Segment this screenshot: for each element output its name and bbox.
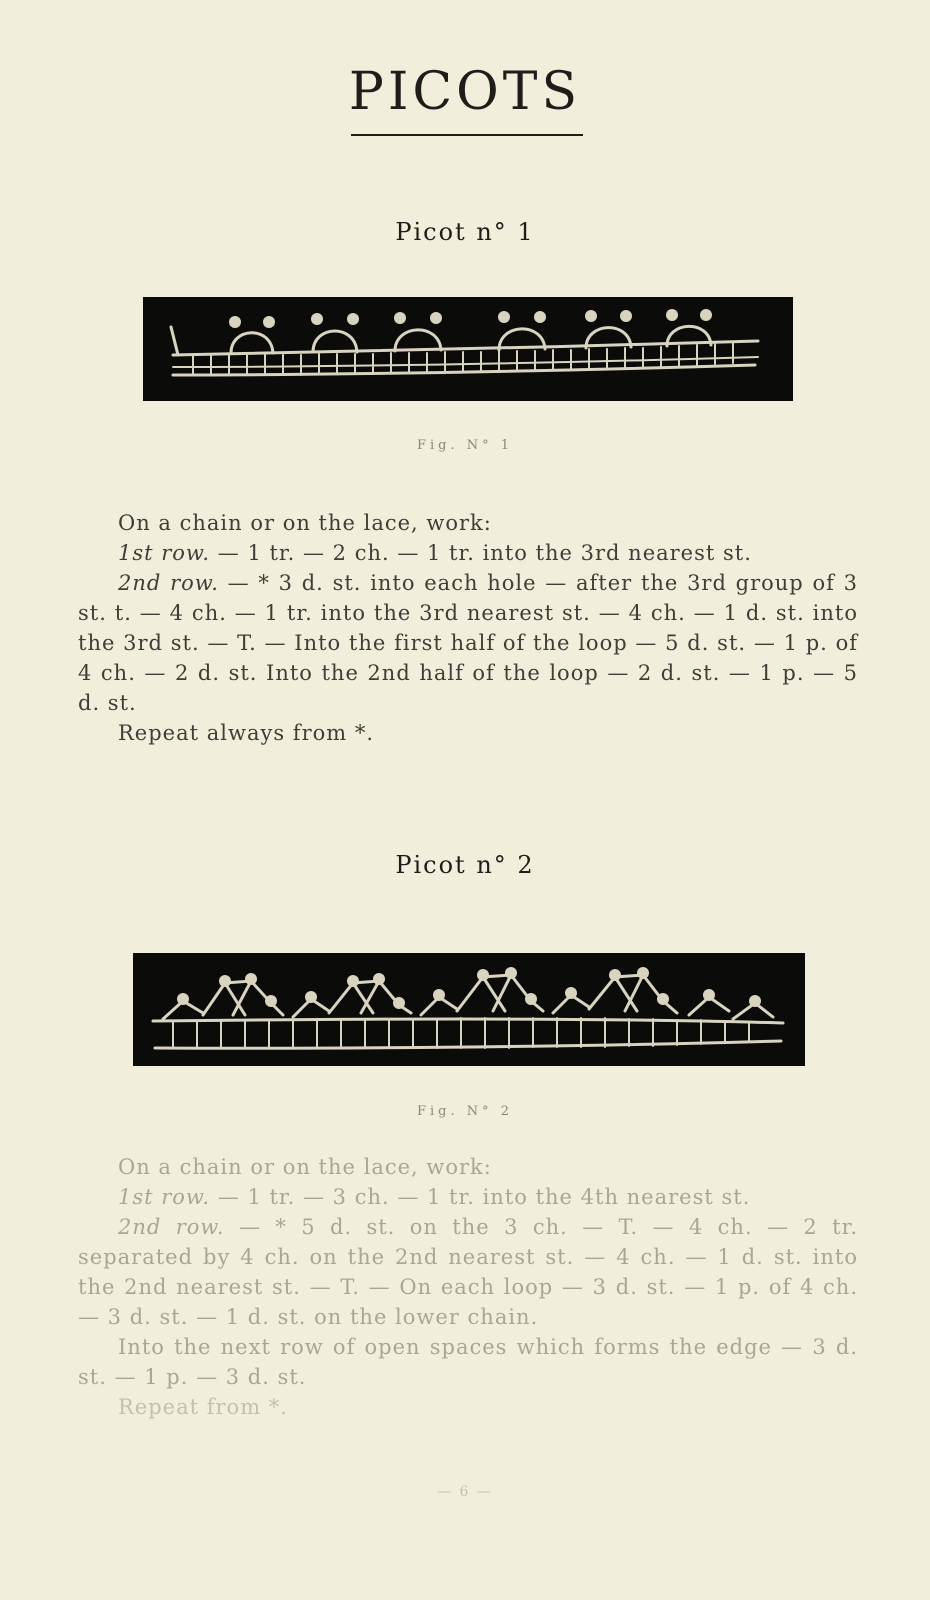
row-text: — * 5 d. st. on the 3 ch. — T. — 4 ch. — 2 tr. separated by 4 ch. on the 2nd nearest st. — 4 ch. — 1 d. st. into the 2nd nearest st. — T. — On each loop — 3 d. st. — 1 p. of 4 ch. — 3 d. st. — 1 d. st. on the lower chain. bbox=[78, 1215, 858, 1329]
picot-1-instructions bbox=[78, 508, 858, 748]
row-label: 1st row. bbox=[118, 541, 211, 565]
picot-2-instructions bbox=[78, 1152, 858, 1422]
page-number: — 6 — bbox=[437, 1484, 493, 1500]
row-label: 1st row. bbox=[118, 1185, 211, 1209]
figure-1-photo bbox=[143, 297, 793, 401]
picot-1-row-2 bbox=[78, 568, 858, 718]
picot-2-edge: Into the next row of open spaces which forms the edge — 3 d. st. — 1 p. — 3 d. st. bbox=[78, 1335, 858, 1389]
picot-2-row-1 bbox=[78, 1182, 858, 1212]
page-title: PICOTS bbox=[348, 62, 582, 122]
row-text: — 1 tr. — 2 ch. — 1 tr. into the 3rd nearest st. bbox=[210, 541, 752, 565]
row-label: 2nd row. bbox=[118, 1215, 225, 1239]
picot-2-heading: Picot n° 2 bbox=[395, 851, 535, 879]
picot-1-row-1 bbox=[78, 538, 858, 568]
row-text: — * 3 d. st. into each hole — after the 3rd group of 3 st. t. — 4 ch. — 1 tr. into the 3rd nearest st. — 4 ch. — 1 d. st. into the 3rd st. — T. — Into the first half of the loop — 5 d. st. — 1 p. of 4 ch. — 2 d. st. Into the 2nd half of the loop — 2 d. st. — 1 p. — 5 d. st. bbox=[78, 571, 858, 715]
title-underline bbox=[351, 134, 583, 136]
picot-1-repeat: Repeat always from *. bbox=[118, 721, 375, 745]
picot-1-intro: On a chain or on the lace, work: bbox=[118, 511, 492, 535]
picot-2-repeat: Repeat from *. bbox=[118, 1395, 288, 1419]
row-text: — 1 tr. — 3 ch. — 1 tr. into the 4th nearest st. bbox=[210, 1185, 751, 1209]
figure-1-caption: Fig. N° 1 bbox=[416, 438, 514, 453]
picot-2-row-2 bbox=[78, 1212, 858, 1332]
row-label: 2nd row. bbox=[118, 571, 219, 595]
figure-2-caption: Fig. N° 2 bbox=[416, 1104, 514, 1119]
picot-2-intro: On a chain or on the lace, work: bbox=[118, 1155, 492, 1179]
picot-1-heading: Picot n° 1 bbox=[395, 218, 535, 246]
figure-2-photo bbox=[133, 953, 805, 1066]
